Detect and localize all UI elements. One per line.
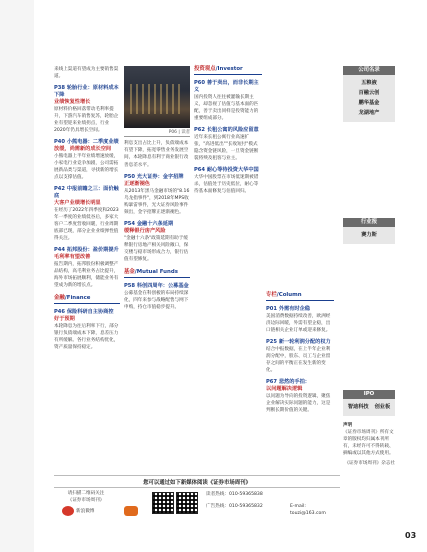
ipo-item[interactable]: 创业板 xyxy=(374,404,391,410)
article-subtitle: 以问题解决逻辑 xyxy=(266,386,303,392)
article-p25[interactable] xyxy=(266,339,334,374)
industry-list xyxy=(343,227,395,244)
article-title: P44 拓邦股份：盈价期提升 xyxy=(54,247,119,254)
left-margin-band xyxy=(0,0,34,552)
ad-hotline: 广告热线：010-59365832 xyxy=(206,504,263,509)
article-title: P42 中报前瞻之三：面价触底 xyxy=(54,186,119,200)
article-subtitle: 大客户业绩增长明显 xyxy=(54,200,101,207)
page-number: 03 xyxy=(405,531,417,540)
sina-logo-icon xyxy=(124,506,138,516)
weibo-platform: 新浪微博 xyxy=(76,509,95,514)
section-header-column: 专栏/Column xyxy=(266,292,334,301)
column-1 xyxy=(54,66,120,351)
company-item[interactable]: 鹏华基金 xyxy=(358,100,380,106)
photo-caption: P06 | 读者 xyxy=(168,130,190,135)
article-p60[interactable] xyxy=(194,80,262,122)
industry-item[interactable]: 赛力斯 xyxy=(361,232,377,238)
company-item[interactable]: 五粮液 xyxy=(361,80,377,86)
footer-media-block xyxy=(54,475,340,528)
article-p38[interactable] xyxy=(54,85,120,134)
article-title: P40 小熊电器：二季度业绩 xyxy=(54,139,119,146)
company-list xyxy=(343,75,395,122)
article-body: 结合中报数据，在上半年企业利润分配中，股东、员工与企业留存之间的平衡正在发生新的变化。 xyxy=(266,347,331,373)
article-p01[interactable] xyxy=(266,306,334,334)
article-body: 大华中国股票在市场低迷期被错杀，估值处于历史低位，耐心等待基本面修复与估值回归。 xyxy=(194,175,259,194)
ipo-list xyxy=(343,399,395,416)
article-subtitle: 缓释银行房产风险 xyxy=(124,227,166,234)
section-header-finance: 金融/Finance xyxy=(54,295,120,304)
section-header-funds: 基金/Mutual Funds xyxy=(124,269,190,278)
article-p50[interactable] xyxy=(124,174,190,216)
article-title: P60 善于卖出，而非长期主义 xyxy=(194,80,259,93)
article-body: 美国消费数据持续改善，欧洲经济边际回暖，外需有望企稳，出口链相关企业订单或迎来修复。 xyxy=(266,314,331,333)
article-p54[interactable] xyxy=(124,221,190,263)
article-body: 报告期内，拓邦股份积极调整产品结构，高毛利业务占比提升，海外市场拓展顺利，储能业务有望成为新的增长点。 xyxy=(54,262,119,289)
company-item[interactable]: 百融云创 xyxy=(358,90,380,96)
article-title: P54 金融十六条延期 xyxy=(124,220,174,227)
article-subtitle: 放缓，尚需新的成长空间 xyxy=(54,146,112,153)
article-subtitle: 业绩恢复性增长 xyxy=(54,99,91,106)
article-title: P38 轮胎行业：原材料成本下降 xyxy=(54,85,119,99)
article-p64[interactable] xyxy=(194,167,262,195)
article-body: 公募基金在科创板的布局持续深化，四年来参与战略配售与网下申购，持仓市值稳步提升。 xyxy=(124,290,189,310)
article-title: P58 科创四周年：公募基金 xyxy=(124,282,189,289)
article-title: P50 光大证券：金字招牌 xyxy=(124,173,184,180)
article-title: P01 外需有时企稳 xyxy=(266,306,310,312)
article-p40[interactable] xyxy=(54,139,120,181)
article-subtitle: 正逐渐褪色 xyxy=(124,180,150,187)
column-3 xyxy=(194,66,262,195)
article-p62[interactable] xyxy=(194,127,262,162)
statement-text: 《证券市场周刊》所有文章的版权均归属本刊所有，未经许可不得转载、摘编或以其他方式使用。 xyxy=(343,430,394,456)
article-title: P46 保险科研自主协商控 xyxy=(54,309,114,316)
publisher-name: 《证券市场周刊》杂志社 xyxy=(344,461,395,466)
photo-divider xyxy=(124,136,190,137)
section-header-investor: 投资观点/Investor xyxy=(194,66,262,75)
statement-label: 声明 xyxy=(343,423,353,428)
sidebar xyxy=(343,66,395,467)
weibo-logo-icon xyxy=(62,506,74,516)
article-title: P25 新一轮利润分配的权力 xyxy=(266,339,331,345)
article-p58[interactable] xyxy=(124,283,190,311)
ipo-item[interactable]: 智迪科技 xyxy=(347,404,369,410)
email-label: E-mail: xyxy=(290,504,306,509)
footer-title: 您可以通过如下新媒体阅读《证券市场周刊》 xyxy=(143,480,251,486)
subscription-hotline: 读者热线：010-59365838 xyxy=(206,492,263,497)
weibo-label: 请扫描二维码关注 xyxy=(67,491,105,496)
article-p44[interactable] xyxy=(54,247,120,289)
sidebar-head-industry: 行业报 xyxy=(343,218,395,227)
article-subtitle: 毛利率有望改善 xyxy=(54,254,91,261)
qr-code-icon[interactable] xyxy=(176,492,198,514)
company-item[interactable]: 龙湖地产 xyxy=(358,110,380,116)
email-address[interactable]: touzi@163.com xyxy=(290,511,326,516)
article-title: P67 悲然的手拍： xyxy=(266,379,310,385)
article-body: 以问题为导向的投资逻辑，聚焦企业解决实际问题的能力，这是判断长期价值的关键。 xyxy=(266,394,331,413)
qr-code-icon[interactable] xyxy=(152,492,174,514)
intro-text: 来线上渠道有望成为主要销售渠道。 xyxy=(54,67,119,80)
article-title: P64 耐心等待投资大华中国 xyxy=(194,167,259,173)
statement xyxy=(343,422,395,467)
article-body: "金融十六条"政策延期有助于缓释银行房地产相关风险敞口，保交楼与稳市场形成合力，银行估值有望修复。 xyxy=(124,235,189,262)
intro-text: 利息支出占比上升，负债端成本有望下降，拓宽零售业务发展空间，本轮降息有利于商业银行改善息差水平。 xyxy=(124,141,189,168)
article-subtitle: 好于预期 xyxy=(54,316,75,323)
article-body: 近年来长租公寓行业高速扩张，"高进低出""长收短付"模式隐含资金链风险，一旦资金链断裂将殃及租客与业主。 xyxy=(194,135,259,161)
sidebar-head-ipo: IPO xyxy=(343,390,395,399)
cover-photo xyxy=(124,66,190,128)
ipo-row xyxy=(343,402,395,412)
article-p42[interactable] xyxy=(54,186,120,242)
article-body: 从2013年黑马金融市场的"8.16乌龙指事件"，到2018年MPS收购暴雷事件，光大证券风险事件频出，金字招牌正逐渐褪色。 xyxy=(124,188,190,215)
column-4 xyxy=(266,292,334,414)
footer-divider xyxy=(54,487,340,488)
sidebar-head-companies: 公司名录 xyxy=(343,66,395,75)
article-body: 在经历了2022年四季度和2023年一季度的业绩低谷后，多家大客户二季度营收回暖，行业周期底部已现，部分企业业绩弹性值得关注。 xyxy=(54,208,119,242)
article-body: 本轮降息为往后利率下行，部分银行负债端成本下降，息差压力有所缓解。各行业务结构优化，资产质量保持稳定。 xyxy=(54,324,119,351)
article-title: P62 长租公寓的风险应留意 xyxy=(194,127,259,133)
weibo-name: 《证券市场周刊》 xyxy=(67,498,105,503)
article-body: 小熊电器上半年业绩增速放缓，小家电行业竞争加剧，公司需拓展新品类与渠道，寻找新的增长点以支撑估值。 xyxy=(54,154,119,181)
article-p67[interactable] xyxy=(266,379,334,414)
article-p46[interactable] xyxy=(54,309,120,351)
article-body: 原材料价格回落带动毛利率提升，下游汽车销售复苏，轮胎企业有望迎来业绩拐点，行业2020年仍具增长空间。 xyxy=(54,107,119,134)
column-2 xyxy=(124,140,190,311)
article-body: 国内投资人往往被灌输长期主义，却忽视了估值与基本面的匹配，善于卖出同样是投资能力的重要组成部分。 xyxy=(194,95,259,121)
